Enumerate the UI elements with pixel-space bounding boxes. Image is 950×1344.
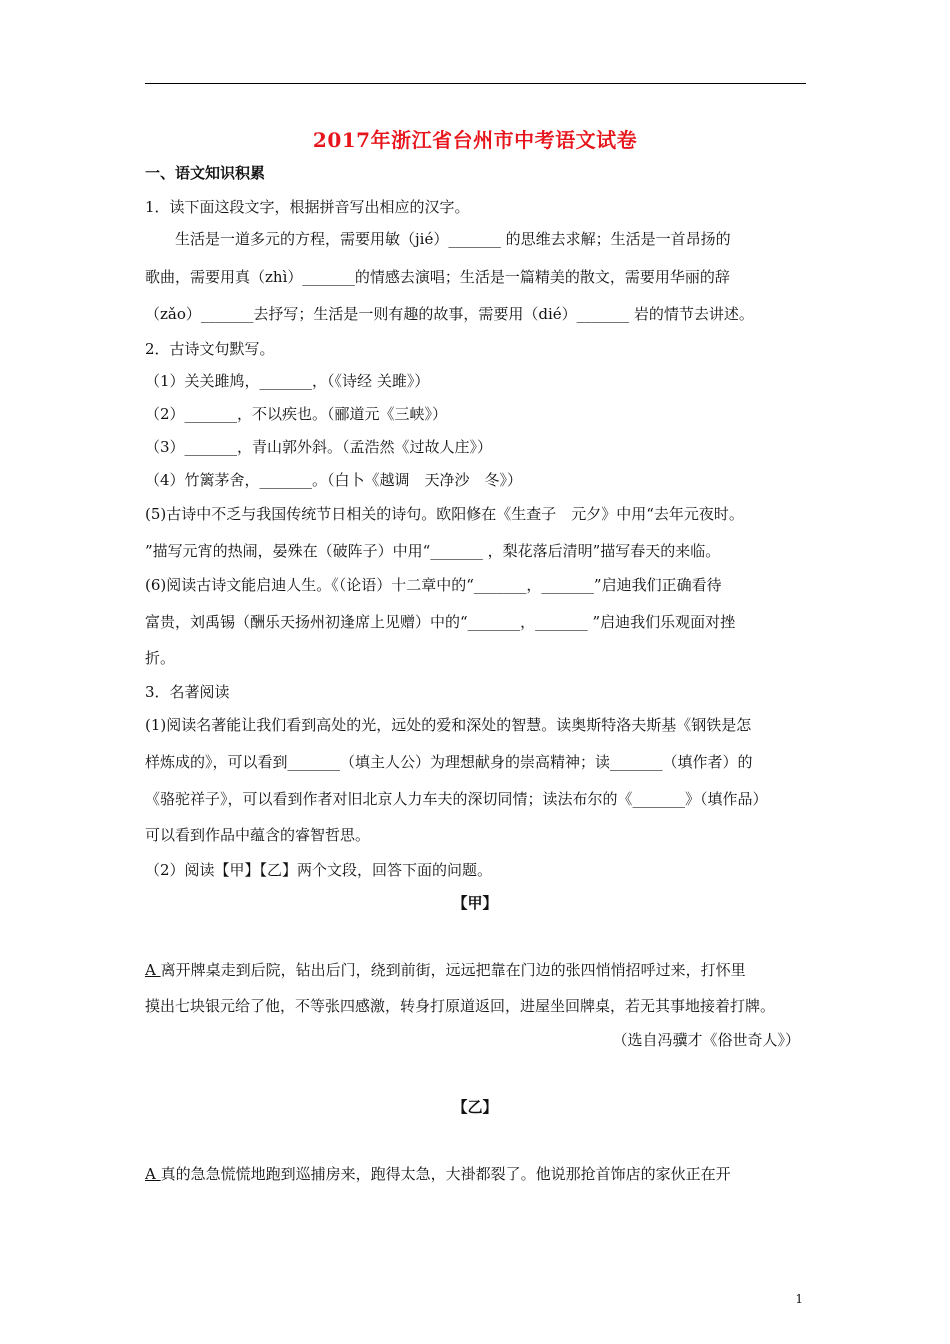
- passage-source: （选自冯骥才《俗世奇人》）: [612, 1031, 800, 1049]
- passage-text: 真的急急慌慌地跑到巡捕房来，跑得太急，大褂都裂了。他说那抢首饰店的家伙正在开: [160, 1165, 731, 1183]
- passage-heading-jia: 【甲】: [452, 894, 498, 912]
- header-rule: [145, 83, 806, 84]
- question-2-item: （2）_______，不以疾也。（郦道元《三峡》）: [145, 405, 448, 423]
- section-heading: 一、语文知识积累: [145, 164, 266, 182]
- question-3-text: （2）阅读【甲】【乙】两个文段，回答下面的问题。: [145, 861, 493, 879]
- page-title: 2017年浙江省台州市中考语文试卷: [312, 128, 638, 152]
- question-2-item: （1）关关雎鸠，_______，（《诗经 关雎》）: [145, 372, 430, 390]
- page-number: 1: [795, 1292, 803, 1306]
- question-2-item: (6)阅读古诗文能启迪人生。《（论语）十二章中的“_______，_______”启迪我们正确看待: [145, 576, 722, 594]
- passage-text: 离开牌桌走到后院，钻出后门，绕到前街，远远把靠在门边的张四悄悄招呼过来，打怀里: [160, 961, 746, 979]
- question-1-text: 歌曲，需要用真（zhì）_______的情感去演唱；生活是一篇精美的散文，需要用华丽的辞: [145, 268, 730, 286]
- blank-marker: A: [145, 961, 161, 979]
- question-2-item: 折。: [145, 649, 176, 667]
- question-2-item: ”描写元宵的热闹，晏殊在（破阵子）中用“_______ ，梨花落后清明”描写春天的来临。: [145, 542, 721, 560]
- question-3-text: 《骆驼祥子》，可以看到作者对旧北京人力车夫的深切同情；读法布尔的《_______》（填作品）: [145, 790, 768, 808]
- question-1-stem: 1．读下面这段文字，根据拼音写出相应的汉字。: [145, 198, 470, 216]
- question-3-stem: 3．名著阅读: [145, 683, 230, 701]
- question-3-text: 可以看到作品中蕴含的睿智哲思。: [145, 826, 371, 844]
- question-2-item: （4）竹篱茅舍，_______。（白卜《越调 天净沙 冬》）: [145, 471, 523, 489]
- passage-jia-line: [145, 960, 746, 980]
- blank-marker: A: [145, 1165, 161, 1183]
- question-1-text: （zǎo）_______去抒写；生活是一则有趣的故事，需要用（dié）_______ 岩的情节去讲述。: [145, 305, 754, 323]
- question-2-stem: 2．古诗文句默写。: [145, 340, 275, 358]
- question-1-text: 生活是一道多元的方程，需要用敏（jié）_______ 的思维去求解；生活是一首昂扬的: [145, 230, 731, 248]
- passage-jia-line: 摸出七块银元给了他，不等张四感激，转身打原道返回，进屋坐回牌桌，若无其事地接着打牌。: [145, 997, 776, 1015]
- question-2-item: （3）_______，青山郭外斜。（孟浩然《过故人庄》）: [145, 438, 493, 456]
- passage-heading-yi: 【乙】: [452, 1098, 498, 1116]
- question-2-item: 富贵，刘禹锡（酬乐天扬州初逢席上见赠）中的“_______，_______ ”启迪我们乐观面对挫: [145, 613, 736, 631]
- question-2-item: (5)古诗中不乏与我国传统节日相关的诗句。欧阳修在《生查子 元夕》中用“去年元夜时。: [145, 505, 744, 523]
- passage-yi-line: [145, 1164, 731, 1184]
- question-3-text: 样炼成的》，可以看到_______（填主人公）为理想献身的崇高精神；读_______（填作者）的: [145, 753, 753, 771]
- question-3-text: (1)阅读名著能让我们看到高处的光，远处的爱和深处的智慧。读奥斯特洛夫斯基《钢铁是怎: [145, 716, 752, 734]
